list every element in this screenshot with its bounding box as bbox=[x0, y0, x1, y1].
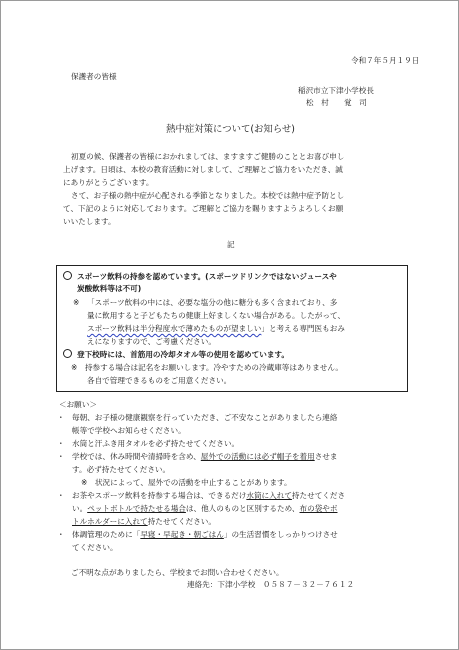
request-text: 体調管理のために「 bbox=[72, 530, 141, 539]
box-item-1-heading-text: スポーツ飲料の持参を認めています。(スポーツドリンクではないジュースや bbox=[77, 272, 337, 281]
intro-line: て、下記のように対応しております。ご理解とご協力を賜りますようよろしくお願 bbox=[63, 204, 344, 213]
request-text: させま bbox=[314, 452, 338, 461]
box-item-2-heading bbox=[63, 349, 289, 361]
recipient: 保護者の皆様 bbox=[71, 72, 117, 81]
request-underlined: ペットボトルで持たせる場合 bbox=[87, 504, 186, 513]
intro-line: にありがとうございます。 bbox=[63, 178, 154, 187]
note-mark: ※ bbox=[73, 298, 80, 307]
request-text: 持たせてください。 bbox=[147, 517, 216, 526]
box-item-1-heading bbox=[63, 271, 337, 283]
intro-line: 初夏の候、保護者の皆様におかれましては、ますますご健勝のこととお喜び申し bbox=[71, 152, 345, 161]
request-line bbox=[72, 529, 338, 541]
circle-bullet-icon bbox=[63, 349, 72, 358]
box-item-1-heading-cont: 炭酸飲料等は不可) bbox=[77, 284, 142, 293]
request-line bbox=[72, 451, 337, 463]
box-item-2-note: 各自で管理できるものをご用意ください。 bbox=[87, 376, 232, 385]
circle-bullet-icon bbox=[63, 271, 72, 280]
note-line bbox=[87, 323, 345, 335]
request-text: い。 bbox=[72, 504, 88, 513]
request-line: てください。 bbox=[72, 543, 118, 552]
contact-info: 連絡先：下津小学校 ０５８７－３２－７６１２ bbox=[187, 580, 355, 589]
requests-heading: ＜お願い＞ bbox=[59, 400, 97, 409]
request-text: 持たせてくださ bbox=[291, 491, 346, 500]
request-text: 学校では、休み時間や清掃時を含め、 bbox=[72, 452, 201, 461]
request-underlined: 早寝・早起き・朝ごはん bbox=[140, 530, 224, 539]
request-text: 」の生活習慣をしっかりつけさせ bbox=[223, 530, 338, 539]
sender-name: 松 村 覚 司 bbox=[306, 98, 367, 107]
document-date: 令和７年５月１９日 bbox=[351, 56, 420, 65]
request-underlined: 水筒に入れて bbox=[246, 491, 292, 500]
request-underlined: トルホルダーに入れて bbox=[72, 517, 148, 526]
bullet-icon: ・ bbox=[57, 439, 65, 448]
request-line bbox=[72, 503, 337, 515]
request-line bbox=[72, 516, 216, 528]
request-underlined: 屋外での活動には必ず帽子を着用 bbox=[200, 452, 315, 461]
intro-line: 上げます。日頃は、本校の教育活動に対しまして、ご理解とご協力をいただき、誠 bbox=[63, 165, 343, 174]
request-underlined: 布の袋やボ bbox=[299, 504, 338, 513]
sender-organization: 稲沢市立下津小学校長 bbox=[298, 86, 374, 95]
request-line: ※ 状況によって、屋外での活動を中止することがあります。 bbox=[81, 478, 292, 487]
request-text: は、他人のものと区別するため、 bbox=[185, 504, 300, 513]
closing-text: ご不明な点がありましたら、学校までお問い合わせください。 bbox=[71, 568, 284, 577]
request-line bbox=[72, 490, 345, 502]
request-text: お茶やスポーツ飲料を持参する場合は、できるだけ bbox=[72, 491, 247, 500]
request-line: 帳等で学校へお知らせください。 bbox=[72, 426, 186, 435]
intro-line: さて、お子様の熱中症が心配される季節となりました。本校では熱中症予防とし bbox=[71, 191, 345, 200]
request-line: 毎朝、お子様の健康観察を行っていただき、ご不安なことがありましたら連絡 bbox=[72, 413, 338, 422]
note-line-rest: 」と考える専門医もおみ bbox=[261, 324, 345, 333]
bullet-icon: ・ bbox=[57, 491, 65, 500]
note-line: 量に飲用すると子どもたちの健康上好ましくない場合がある。したがって、 bbox=[87, 311, 346, 320]
bullet-icon: ・ bbox=[57, 452, 65, 461]
box-item-2-heading-text: 登下校時には、首筋用の冷却タオル等の使用を認めています。 bbox=[77, 350, 290, 359]
page-title: 熱中症対策について(お知らせ) bbox=[166, 124, 295, 135]
ki-label: 記 bbox=[227, 240, 235, 249]
box-item-2-note: ※ 持参する場合は記名をお願いします。冷やすための冷蔵庫等はありません。 bbox=[71, 363, 343, 372]
request-line: す。必ず持たせてください。 bbox=[72, 465, 171, 474]
request-line: 水筒と汗ふき用タオルを必ず持たせてください。 bbox=[72, 439, 240, 448]
bullet-icon: ・ bbox=[57, 413, 65, 422]
intro-line: いいたします。 bbox=[63, 217, 116, 226]
note-line: 「スポーツ飲料の中には、必要な塩分の他に糖分も多く含まれており、多 bbox=[87, 298, 338, 307]
note-line: えになりますので、ご考慮ください。 bbox=[87, 337, 216, 346]
bullet-icon: ・ bbox=[57, 530, 65, 539]
note-emphasis: スポーツ飲料は半分程度水で薄めたものが望ましい bbox=[87, 324, 262, 333]
